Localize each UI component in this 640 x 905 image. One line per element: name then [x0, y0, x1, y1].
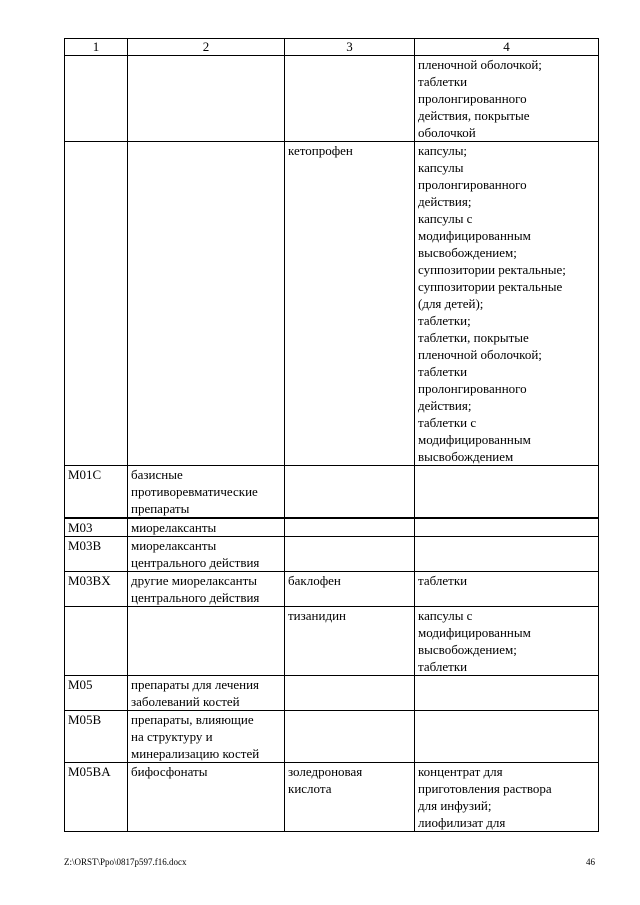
table-row	[65, 607, 599, 676]
cell-forms	[415, 676, 599, 711]
table-row	[65, 711, 599, 763]
cell-code	[65, 607, 128, 676]
cell-drug: кетопрофен	[285, 142, 415, 466]
table-row	[65, 763, 599, 832]
cell-forms: капсулы с модифицированным высвобождением; таблетки	[415, 607, 599, 676]
cell-forms: пленочной оболочкой; таблетки пролонгированного действия, покрытые оболочкой	[415, 56, 599, 142]
cell-group	[128, 56, 285, 142]
table-row	[65, 142, 599, 466]
cell-forms	[415, 711, 599, 763]
cell-code: M05BA	[65, 763, 128, 832]
cell-code: M03BX	[65, 572, 128, 607]
drug-list-table	[64, 38, 599, 832]
table-row	[65, 572, 599, 607]
cell-group: базисные противоревматические препараты	[128, 466, 285, 519]
table-row	[65, 56, 599, 142]
header-row	[65, 39, 599, 56]
cell-forms	[415, 518, 599, 537]
cell-forms: капсулы; капсулы пролонгированного действия; капсулы с модифицированным высвобождением; суппозитории ректальные; суппозитории ректальные (для детей); таблетки; таблетки, покрытые пленочной оболочкой; таблетки пролонгированного действия; таблетки с модифицированным высвобождением	[415, 142, 599, 466]
table-row	[65, 537, 599, 572]
cell-group: препараты, влияющие на структуру и минерализацию костей	[128, 711, 285, 763]
cell-drug	[285, 518, 415, 537]
table-row	[65, 466, 599, 519]
cell-forms: концентрат для приготовления раствора для инфузий; лиофилизат для	[415, 763, 599, 832]
cell-forms	[415, 537, 599, 572]
cell-group: миорелаксанты	[128, 518, 285, 537]
cell-drug	[285, 676, 415, 711]
cell-drug: золедроновая кислота	[285, 763, 415, 832]
cell-forms	[415, 466, 599, 519]
cell-drug: тизанидин	[285, 607, 415, 676]
column-header: 4	[415, 39, 599, 56]
cell-code: M03	[65, 518, 128, 537]
cell-group: препараты для лечения заболеваний костей	[128, 676, 285, 711]
cell-group	[128, 142, 285, 466]
cell-code: M05B	[65, 711, 128, 763]
column-header: 2	[128, 39, 285, 56]
cell-code: M05	[65, 676, 128, 711]
table-row	[65, 676, 599, 711]
cell-drug	[285, 537, 415, 572]
cell-drug: баклофен	[285, 572, 415, 607]
cell-group	[128, 607, 285, 676]
cell-group: другие миорелаксанты центрального действия	[128, 572, 285, 607]
cell-drug	[285, 56, 415, 142]
table-row	[65, 518, 599, 537]
file-path: Z:\ORST\Ppo\0817p597.f16.docx	[64, 857, 187, 867]
cell-drug	[285, 466, 415, 519]
column-header: 1	[65, 39, 128, 56]
cell-code	[65, 56, 128, 142]
column-header: 3	[285, 39, 415, 56]
cell-forms: таблетки	[415, 572, 599, 607]
cell-group: бифосфонаты	[128, 763, 285, 832]
cell-code: M01C	[65, 466, 128, 519]
cell-code: M03B	[65, 537, 128, 572]
cell-group: миорелаксанты центрального действия	[128, 537, 285, 572]
cell-drug	[285, 711, 415, 763]
cell-code	[65, 142, 128, 466]
page-number: 46	[586, 857, 595, 867]
